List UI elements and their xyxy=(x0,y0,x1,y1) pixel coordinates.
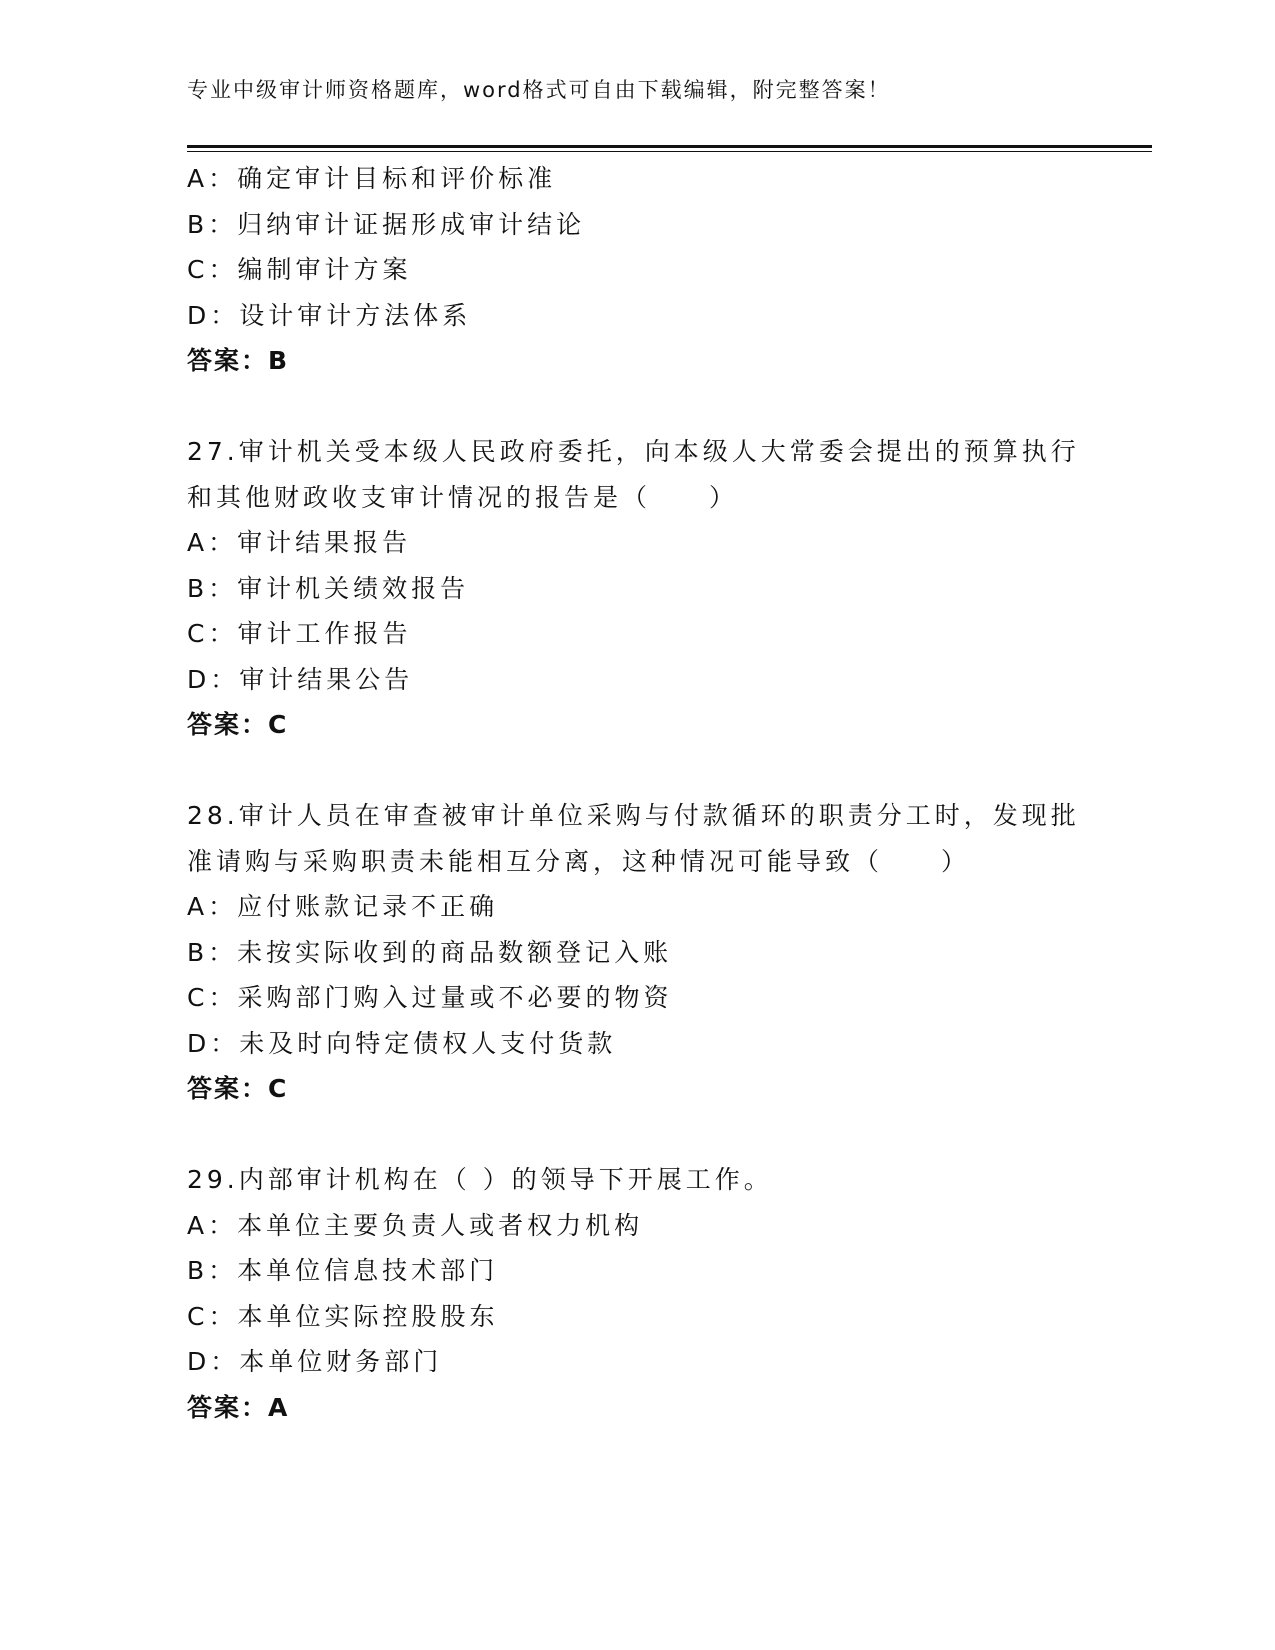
question-26 xyxy=(187,156,1087,384)
question-28 xyxy=(187,793,1087,1112)
spacer xyxy=(187,748,1087,794)
question-stem: 27.审计机关受本级人民政府委托，向本级人大常委会提出的预算执行 xyxy=(187,437,1080,466)
page-header: 专业中级审计师资格题库，word格式可自由下载编辑，附完整答案！ xyxy=(187,78,891,102)
option-d: D：审计结果公告 xyxy=(187,664,414,694)
option-a: A：本单位主要负责人或者权力机构 xyxy=(187,1210,644,1240)
answer: 答案：C xyxy=(187,710,289,739)
option-c: C：采购部门购入过量或不必要的物资 xyxy=(187,983,673,1012)
question-27 xyxy=(187,429,1087,748)
question-stem: 29.内部审计机构在（ ）的领导下开展工作。 xyxy=(187,1165,773,1194)
option-b: B：未按实际收到的商品数额登记入账 xyxy=(187,937,673,967)
option-c: C：审计工作报告 xyxy=(187,619,412,648)
option-b: B：审计机关绩效报告 xyxy=(187,573,470,603)
option-a: A：确定审计目标和评价标准 xyxy=(187,164,557,193)
spacer xyxy=(187,384,1087,430)
answer: 答案：A xyxy=(187,1392,290,1422)
option-b: B：归纳审计证据形成审计结论 xyxy=(187,209,586,239)
option-c: C：编制审计方案 xyxy=(187,255,412,284)
option-b: B：本单位信息技术部门 xyxy=(187,1256,499,1285)
header-divider xyxy=(187,145,1152,148)
spacer xyxy=(187,1112,1087,1158)
answer: 答案：B xyxy=(187,346,290,375)
option-d: D：本单位财务部门 xyxy=(187,1347,443,1376)
option-a: A：应付账款记录不正确 xyxy=(187,892,499,921)
question-stem: 和其他财政收支审计情况的报告是（ ） xyxy=(187,482,739,512)
question-stem: 28.审计人员在审查被审计单位采购与付款循环的职责分工时，发现批 xyxy=(187,801,1080,830)
option-d: D：设计审计方法体系 xyxy=(187,300,472,330)
question-stem: 准请购与采购职责未能相互分离，这种情况可能导致（ ） xyxy=(187,846,971,876)
option-a: A：审计结果报告 xyxy=(187,528,412,557)
question-29 xyxy=(187,1157,1087,1430)
answer: 答案：C xyxy=(187,1074,289,1103)
option-c: C：本单位实际控股股东 xyxy=(187,1301,499,1331)
question-content xyxy=(187,156,1087,1430)
option-d: D：未及时向特定债权人支付货款 xyxy=(187,1028,617,1058)
